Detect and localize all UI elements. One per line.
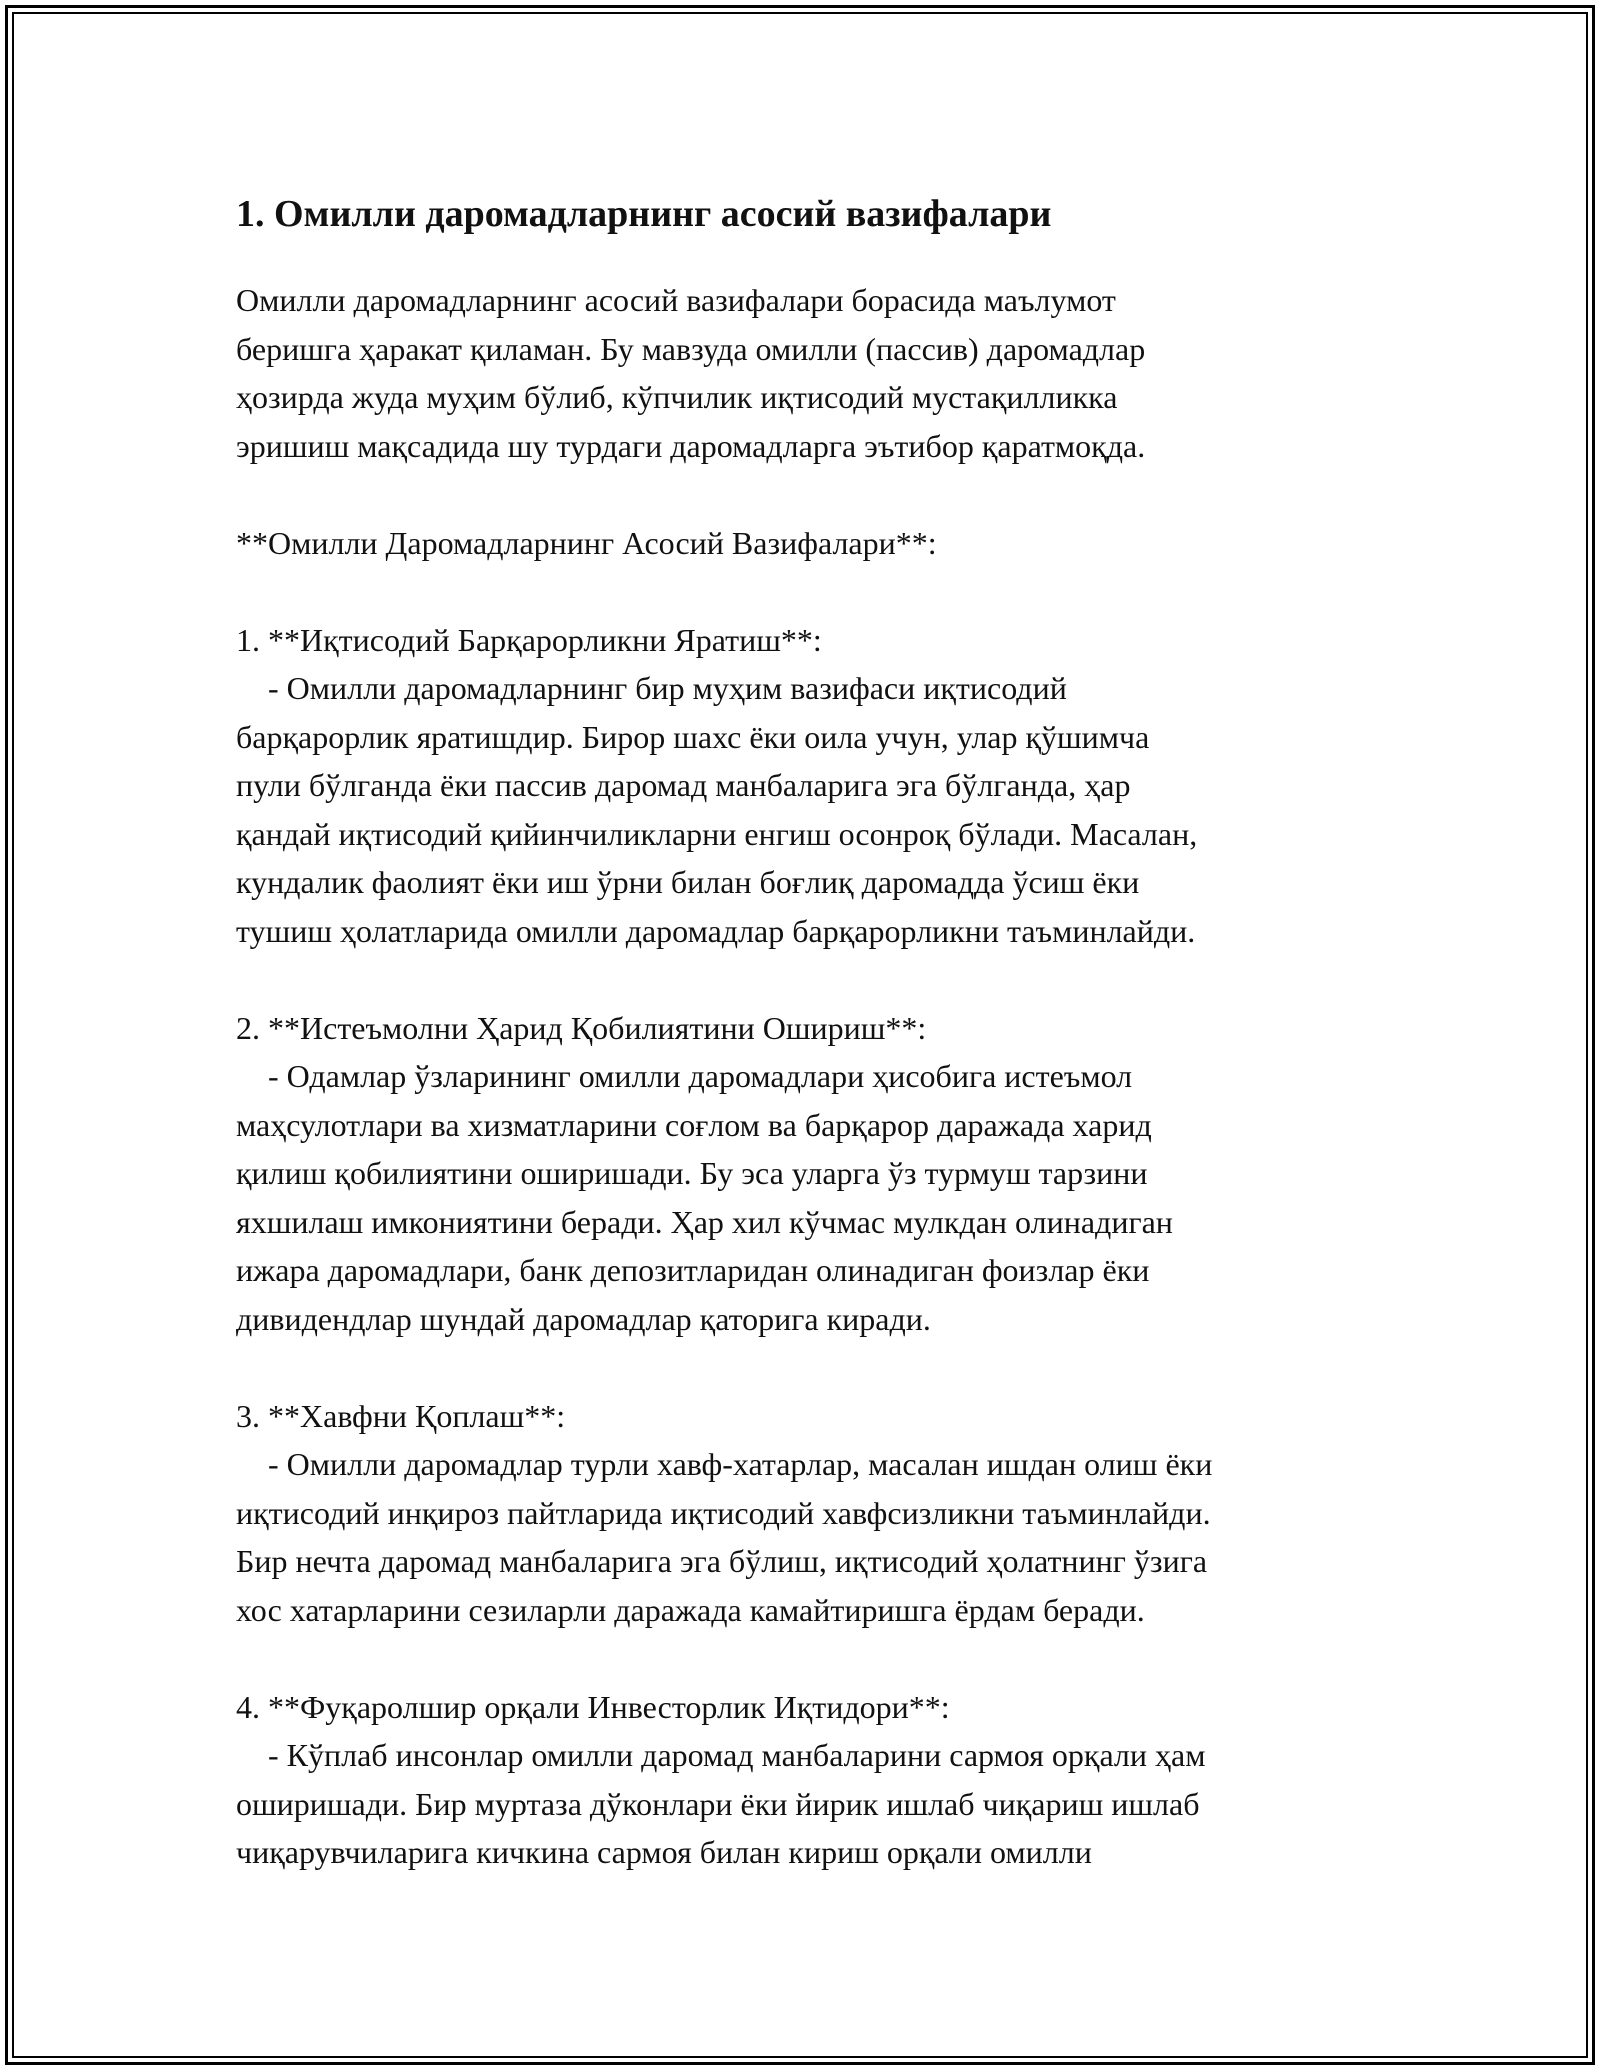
section-3-line: иқтисодий инқироз пайтларида иқтисодий хавфсизликни таъминлайди. bbox=[236, 1494, 1211, 1531]
section-2-line: яхшилаш имкониятини беради. Ҳар хил кўчмас мулкдан олинадиган bbox=[236, 1203, 1173, 1240]
paragraph-spacer bbox=[236, 955, 1416, 1004]
section-3-line: хос хатарларини сезиларли даражада камайтиришга ёрдам беради. bbox=[236, 1591, 1145, 1628]
document-heading: 1. Омилли даромадларнинг асосий вазифалари bbox=[236, 193, 1052, 235]
paragraph-spacer bbox=[236, 1634, 1416, 1683]
section-1-line: пули бўлганда ёки пассив даромад манбаларига эга бўлганда, ҳар bbox=[236, 767, 1131, 803]
section-3-line: - Омилли даромадлар турли хавф-хатарлар, масалан ишдан олиш ёки bbox=[236, 1446, 1213, 1482]
section-1-line: қандай иқтисодий қийинчиликларни енгиш осонроқ бўлади. Масалан, bbox=[236, 815, 1198, 852]
intro-line: беришга ҳаракат қиламан. Бу мавзуда омилли (пассив) даромадлар bbox=[236, 330, 1146, 367]
section-1-line: барқарорлик яратишдир. Бирор шахс ёки оила учун, улар қўшимча bbox=[236, 718, 1150, 755]
document-body bbox=[236, 276, 1416, 1877]
section-3-line: Бир нечта даромад манбаларига эга бўлиш, иқтисодий ҳолатнинг ўзига bbox=[236, 1543, 1208, 1579]
section-4-line: - Кўплаб инсонлар омилли даромад манбаларини сармоя орқали ҳам bbox=[236, 1737, 1206, 1773]
section-1-line: тушиш ҳолатларида омилли даромадлар барқарорликни таъминлайди. bbox=[236, 912, 1196, 949]
paragraph-spacer bbox=[236, 470, 1416, 519]
intro-line: Омилли даромадларнинг асосий вазифалари борасида маълумот bbox=[236, 282, 1116, 318]
document-page bbox=[236, 186, 1416, 1877]
paragraph-spacer bbox=[236, 1343, 1416, 1392]
intro-line: ҳозирда жуда муҳим бўлиб, кўпчилик иқтисодий мустақилликка bbox=[236, 379, 1118, 415]
section-2-line: қилиш қобилиятини оширишади. Бу эса уларга ўз турмуш тарзини bbox=[236, 1155, 1148, 1191]
section-1-title: 1. **Иқтисодий Барқарорликни Яратиш**: bbox=[236, 621, 822, 658]
intro-line: эришиш мақсадида шу турдаги даромадларга эътибор қаратмоқда. bbox=[236, 427, 1146, 464]
paragraph-spacer bbox=[236, 567, 1416, 616]
section-1-line: кундалик фаолият ёки иш ўрни билан боғлиқ даромадда ўсиш ёки bbox=[236, 864, 1140, 900]
section-2-line: дивидендлар шундай даромадлар қаторига киради. bbox=[236, 1300, 931, 1337]
section-3-title: 3. **Хавфни Қоплаш**: bbox=[236, 1397, 566, 1434]
section-1-line: - Омилли даромадларнинг бир муҳим вазифаси иқтисодий bbox=[236, 670, 1067, 706]
section-4-title: 4. **Фуқаролшир орқали Инвесторлик Иқтидори**: bbox=[236, 1688, 950, 1725]
section-2-title: 2. **Истеъмолни Ҳарид Қобилиятини Ошириш**: bbox=[236, 1009, 927, 1046]
section-2-line: ижара даромадлари, банк депозитларидан олинадиган фоизлар ёки bbox=[236, 1252, 1150, 1288]
section-2-line: - Одамлар ўзларининг омилли даромадлари ҳисобига истеъмол bbox=[236, 1058, 1133, 1094]
subheading: **Омилли Даромадларнинг Асосий Вазифалари**: bbox=[236, 524, 937, 561]
section-4-line: чиқарувчиларига кичкина сармоя билан кириш орқали омилли bbox=[236, 1834, 1092, 1870]
section-4-line: оширишади. Бир муртаза дўконлари ёки йирик ишлаб чиқариш ишлаб bbox=[236, 1785, 1200, 1822]
section-2-line: маҳсулотлари ва хизматларини соғлом ва барқарор даражада харид bbox=[236, 1106, 1152, 1143]
